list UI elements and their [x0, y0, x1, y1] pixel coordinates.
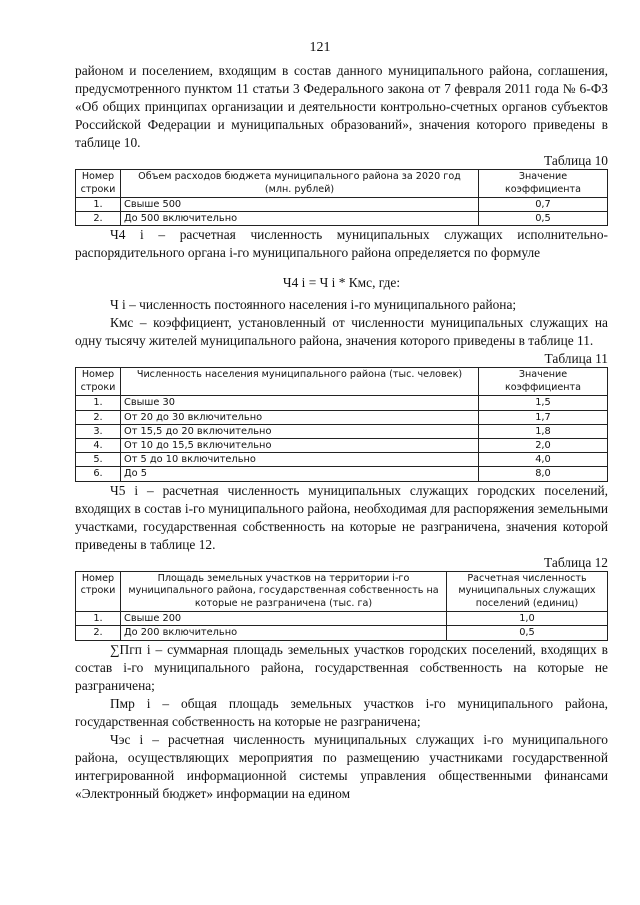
row-value: 1,7 — [479, 410, 608, 424]
row-number: 2. — [76, 212, 121, 226]
table-row — [76, 212, 608, 226]
row-label: От 20 до 30 включительно — [121, 410, 479, 424]
table-row — [76, 626, 608, 640]
row-value: 8,0 — [479, 467, 608, 481]
paragraph-ches: Чэс i – расчетная численность муниципальных служащих i-го муниципального района, осуществляющих мероприятия по размещению участниками государственной интегрированной информационной системы управления общественными финансами «Электронный бюджет» информации на едином — [75, 731, 608, 801]
row-value: 0,5 — [479, 212, 608, 226]
table-header-number: Номер строки — [76, 571, 121, 612]
table-10 — [75, 169, 608, 226]
table-10-caption: Таблица 10 — [544, 153, 608, 168]
table-header-population: Численность населения муниципального района (тыс. человек) — [121, 368, 479, 396]
paragraph-intro: районом и поселением, входящим в состав данного муниципального района, соглашения, предусмотренного пунктом 11 статьи 3 Федерального закона от 7 февраля 2011 года № 6-ФЗ «Об общих принципах организации и деятельности контрольно-счетных органов субъектов Российской Федерации и муниципальных образований», значения которого приведены в таблице 10. — [75, 63, 608, 150]
row-value: 1,8 — [479, 424, 608, 438]
table-header-staff-count: Расчетная численность муниципальных служащих поселений (единиц) — [447, 571, 608, 612]
row-label: Свыше 500 — [121, 198, 479, 212]
row-label: Свыше 30 — [121, 396, 479, 410]
row-label: От 5 до 10 включительно — [121, 453, 479, 467]
table-12 — [75, 571, 608, 641]
row-label: До 500 включительно — [121, 212, 479, 226]
table-row — [76, 396, 608, 410]
formula: Ч4 i = Ч i * Кмс, где: — [282, 275, 401, 291]
row-value: 1,5 — [479, 396, 608, 410]
page-number: 121 — [309, 40, 331, 55]
row-number: 2. — [76, 410, 121, 424]
table-header-area: Площадь земельных участков на территории i-го муниципального района, государственная собственность на которые не разграничена (тыс. га) — [121, 571, 447, 612]
row-number: 3. — [76, 424, 121, 438]
row-number: 1. — [76, 612, 121, 626]
table-header-number: Номер строки — [76, 170, 121, 198]
table-12-caption: Таблица 12 — [544, 554, 608, 570]
table-row — [76, 612, 608, 626]
row-label: От 10 до 15,5 включительно — [121, 439, 479, 453]
table-row — [76, 410, 608, 424]
row-number: 4. — [76, 439, 121, 453]
table-header-expenses: Объем расходов бюджета муниципального района за 2020 год (млн. рублей) — [121, 170, 479, 198]
paragraph-sum-area: ∑Пгп i – суммарная площадь земельных участков городских поселений, входящих в состав i-го муниципального района, государственная собственность на которые не разграничена; — [75, 641, 608, 693]
table-row — [76, 424, 608, 438]
paragraph-ch4: Ч4 i – расчетная численность муниципальных служащих исполнительно-распорядительного органа i-го муниципального района определяется по формуле — [75, 227, 608, 261]
table-11 — [75, 367, 608, 481]
paragraph-ch: Ч i – численность постоянного населения i-го муниципального района; — [110, 297, 517, 313]
row-number: 2. — [76, 626, 121, 640]
table-row — [76, 453, 608, 467]
row-number: 1. — [76, 198, 121, 212]
table-row — [76, 198, 608, 212]
paragraph-area: Пмр i – общая площадь земельных участков i-го муниципального района, государственная собственность на которые не разграничена; — [75, 695, 608, 729]
row-label: От 15,5 до 20 включительно — [121, 424, 479, 438]
row-label: Свыше 200 — [121, 612, 447, 626]
table-row — [76, 467, 608, 481]
row-label: До 5 — [121, 467, 479, 481]
row-number: 1. — [76, 396, 121, 410]
row-number: 5. — [76, 453, 121, 467]
table-row — [76, 439, 608, 453]
document-body — [75, 62, 608, 803]
row-value: 0,7 — [479, 198, 608, 212]
row-value: 4,0 — [479, 453, 608, 467]
row-label: До 200 включительно — [121, 626, 447, 640]
paragraph-ch5: Ч5 i – расчетная численность муниципальных служащих городских поселений, входящих в состав i-го муниципального района, необходимая для распоряжения земельными участками, государственная собственность на которые не разграничена, значения которой приведены в таблице 12. — [75, 482, 608, 552]
row-value: 1,0 — [447, 612, 608, 626]
table-header-number: Номер строки — [76, 368, 121, 396]
table-11-caption: Таблица 11 — [544, 351, 608, 367]
table-header-coefficient: Значение коэффициента — [479, 170, 608, 198]
row-number: 6. — [76, 467, 121, 481]
table-header-coefficient: Значение коэффициента — [479, 368, 608, 396]
row-value: 0,5 — [447, 626, 608, 640]
paragraph-kms: Кмс – коэффициент, установленный от численности муниципальных служащих на одну тысячу жителей муниципального района, значения которого приведены в таблице 11. — [75, 315, 608, 349]
row-value: 2,0 — [479, 439, 608, 453]
